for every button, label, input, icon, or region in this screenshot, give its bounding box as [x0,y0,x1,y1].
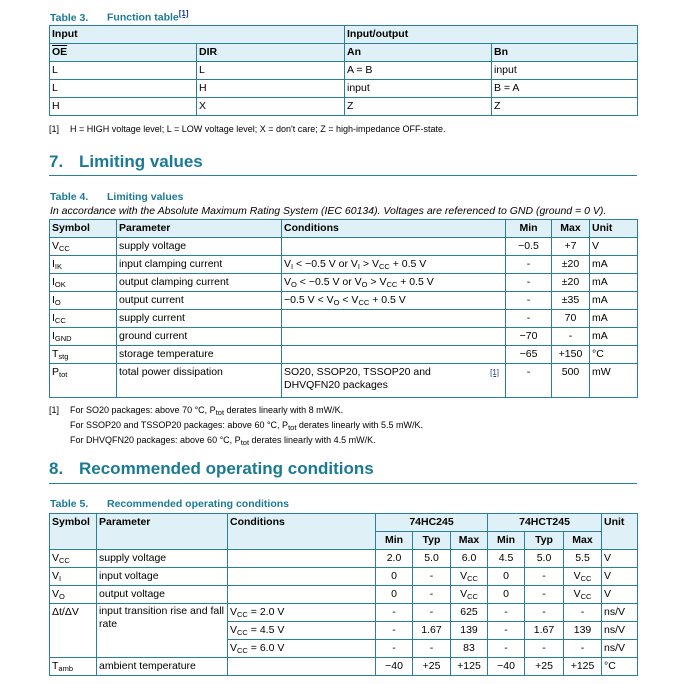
subcol-min: Min [488,532,525,550]
table5-header-row [50,514,638,532]
cell-symbol: $V_{CC}$ [50,550,97,568]
cell-value: - [376,604,413,622]
cell-conditions [228,550,376,568]
col-header-symbol: Symbol [50,514,97,550]
cell-value: - [413,640,451,658]
cell-unit: mA [590,274,638,292]
cell-value: +125 [564,658,602,676]
table-row [50,80,638,98]
cell-conditions [228,586,376,604]
cell-unit: mA [590,328,638,346]
cell-conditions [282,364,506,398]
cell-value: $V_{CC}$ [564,568,602,586]
cell-an: Z [345,98,492,116]
cell-max: ±20 [552,256,590,274]
cell-value: −40 [376,658,413,676]
cell-symbol: $I_{OK}$ [50,274,117,292]
cell-symbol: $V_{CC}$ [50,238,117,256]
table4-title: Limiting values [107,191,184,203]
cell-symbol: $I_{IK}$ [50,256,117,274]
cell-min: - [506,292,552,310]
col-header-74hct245: 74HCT245 [488,514,602,532]
subcol-typ: Typ [413,532,451,550]
cell-conditions [282,238,506,256]
cell-parameter: output voltage [97,586,228,604]
table4-subtitle: In accordance with the Absolute Maximum Rating System (IEC 60134). Voltages are referenced to GND (ground = 0 V). [50,205,607,217]
cell-symbol: $V_O$ [50,586,97,604]
table-row [50,310,638,328]
section-divider [49,175,637,176]
cell-value: $V_{CC}$ [451,586,488,604]
cell-conditions [282,328,506,346]
cell-min: −70 [506,328,552,346]
limiting-values-table [49,219,638,398]
cell-bn: input [492,62,638,80]
table3-footnote-link[interactable]: [1] [178,9,189,18]
cell-value: 1.67 [413,622,451,640]
cell-parameter: storage temperature [117,346,282,364]
footnote-label: [1] [49,124,60,134]
section-divider [49,483,637,484]
cell-value: 0 [488,586,525,604]
cell-min: - [506,256,552,274]
table-row [50,568,638,586]
cell-min: - [506,310,552,328]
cell-value: - [564,604,602,622]
cell-value: - [488,640,525,658]
table-row [50,604,638,622]
cell-conditions: $V_O < -0.5$ V or $V_O > V_{CC} + 0.5$ V [282,274,506,292]
cell-conditions: $V_{CC} = 6.0$ V [228,640,376,658]
cell-oe: L [50,62,197,80]
cell-max: 70 [552,310,590,328]
cell-conditions [282,346,506,364]
cell-symbol: $V_I$ [50,568,97,586]
col-header-unit: Unit [602,514,638,550]
cell-value: +25 [525,658,564,676]
cell-value: 0 [376,568,413,586]
subcol-max: Max [451,532,488,550]
cell-an: input [345,80,492,98]
col-header-dir: DIR [197,44,345,62]
table-row [50,346,638,364]
table3-title: Function table [107,11,179,24]
cell-bn: B = A [492,80,638,98]
cell-parameter: supply voltage [117,238,282,256]
cell-symbol: $P_{tot}$ [50,364,117,398]
cell-value: 0 [376,586,413,604]
cell-symbol: $I_{GND}$ [50,328,117,346]
cell-min: −0.5 [506,238,552,256]
cell-an: A = B [345,62,492,80]
cell-unit: mA [590,310,638,328]
cell-dir: X [197,98,345,116]
cell-value: 139 [451,622,488,640]
cell-unit: mA [590,292,638,310]
table4-footnote: [1] For SO20 packages: above 70 °C, $P_{tot}$ derates linearly with 8 mW/K. For SSOP20 and TSSOP20 packages: above 60 °C, $P_{tot}$ derates linearly with 5.5 mW/K. For DHVQFN20 packages: above 60 °C, $P_{tot}$ derates linearly with 4.5 mW/K. [49,405,423,447]
cell-parameter: ambient temperature [97,658,228,676]
subcol-min: Min [376,532,413,550]
table4-caption [50,191,183,203]
cell-parameter: supply current [117,310,282,328]
cell-min: −65 [506,346,552,364]
table3-caption [50,9,189,24]
cell-value: 6.0 [451,550,488,568]
cell-max: - [552,328,590,346]
section-number: 8. [49,459,64,478]
table-row [50,658,638,676]
col-header-conditions: Conditions [228,514,376,550]
cell-unit: V [602,586,638,604]
table5-number: Table 5. [50,498,89,510]
cell-value: - [413,586,451,604]
cell-value: - [376,622,413,640]
cell-conditions: $V_{CC} = 2.0$ V [228,604,376,622]
cell-dir: L [197,62,345,80]
cell-symbol: $I_{CC}$ [50,310,117,328]
cell-unit: °C [602,658,638,676]
cell-parameter: input transition rise and fall rate [97,604,228,658]
col-header-oe: $\overline{OE}$ [50,44,197,62]
table5-caption [50,498,289,510]
cell-value: - [413,604,451,622]
cell-unit: °C [590,346,638,364]
cell-parameter: supply voltage [97,550,228,568]
col-header-parameter: Parameter [97,514,228,550]
cell-value: - [376,640,413,658]
table-row [50,98,638,116]
cell-value: - [525,568,564,586]
cell-conditions: $V_I < -0.5$ V or $V_I > V_{CC} + 0.5$ V [282,256,506,274]
cell-value: 2.0 [376,550,413,568]
table-row [50,62,638,80]
table4-header-row [50,220,638,238]
cell-parameter: input clamping current [117,256,282,274]
cell-max: ±35 [552,292,590,310]
cell-value: - [488,604,525,622]
cell-conditions [228,568,376,586]
cell-parameter: total power dissipation [117,364,282,398]
cell-value: 625 [451,604,488,622]
cell-unit: mW [590,364,638,398]
cell-conditions: $V_{CC} = 4.5$ V [228,622,376,640]
cell-oe: L [50,80,197,98]
cell-max: +7 [552,238,590,256]
cell-max: ±20 [552,274,590,292]
table-row [50,364,638,398]
table-row [50,328,638,346]
cell-conditions [228,658,376,676]
footnote-text: H = HIGH voltage level; L = LOW voltage level; X = don't care; Z = high-impedance OFF-state. [70,124,446,134]
group-header-input-output: Input/output [345,26,638,44]
cell-unit: V [602,550,638,568]
conditions-text: SO20, SSOP20, TSSOP20 and DHVQFN20 packages [284,366,431,391]
col-header-bn: Bn [492,44,638,62]
table3-group-header-row [50,26,638,44]
col-header-an: An [345,44,492,62]
recommended-operating-conditions-table [49,513,638,676]
cell-max: +150 [552,346,590,364]
table3-number: Table 3. [50,11,89,24]
table-row [50,292,638,310]
cell-value: - [525,640,564,658]
table-row [50,256,638,274]
table-row [50,274,638,292]
cell-min: - [506,274,552,292]
table-row [50,238,638,256]
function-table [49,25,638,116]
cell-parameter: ground current [117,328,282,346]
cell-unit: V [602,568,638,586]
cell-value: - [488,622,525,640]
cell-max: 500 [552,364,590,398]
section-title: Recommended operating conditions [79,459,374,478]
col-header-74hc245: 74HC245 [376,514,488,532]
table3-footnote [49,124,446,134]
cell-value: +25 [413,658,451,676]
cell-value: $V_{CC}$ [451,568,488,586]
cell-value: 139 [564,622,602,640]
cell-conditions [282,310,506,328]
table3-column-header-row [50,44,638,62]
cell-value: 1.67 [525,622,564,640]
col-header-max: Max [552,220,590,238]
cell-value: - [564,640,602,658]
cell-unit: ns/V [602,622,638,640]
section-title: Limiting values [79,152,203,171]
cell-value: 83 [451,640,488,658]
cell-symbol: $I_O$ [50,292,117,310]
col-header-min: Min [506,220,552,238]
cell-value: 5.0 [525,550,564,568]
cell-value: - [525,586,564,604]
cell-value: +125 [451,658,488,676]
cell-value: $V_{CC}$ [564,586,602,604]
cell-value: −40 [488,658,525,676]
cell-value: 5.0 [413,550,451,568]
subcol-max: Max [564,532,602,550]
section-number: 7. [49,152,64,171]
cell-value: - [525,604,564,622]
cell-value: 4.5 [488,550,525,568]
cell-min: - [506,364,552,398]
cell-value: 0 [488,568,525,586]
footnote-link[interactable]: [1] [490,368,499,377]
table-row [50,550,638,568]
table-row [50,586,638,604]
cell-parameter: input voltage [97,568,228,586]
cell-value: 5.5 [564,550,602,568]
col-header-symbol: Symbol [50,220,117,238]
footnote-label: [1] [49,405,60,415]
cell-unit: ns/V [602,640,638,658]
cell-oe: H [50,98,197,116]
cell-symbol: $T_{stg}$ [50,346,117,364]
table4-number: Table 4. [50,191,89,203]
cell-unit: ns/V [602,604,638,622]
col-header-conditions: Conditions [282,220,506,238]
cell-value: - [413,568,451,586]
group-header-input: Input [50,26,345,44]
cell-symbol: $T_{amb}$ [50,658,97,676]
subcol-typ: Typ [525,532,564,550]
cell-bn: Z [492,98,638,116]
cell-unit: mA [590,256,638,274]
cell-dir: H [197,80,345,98]
section-heading-limiting-values [49,152,203,172]
section-heading-recommended-operating-conditions [49,459,374,479]
col-header-parameter: Parameter [117,220,282,238]
cell-conditions: −0.5 $V < V_O < V_{CC} + 0.5$ V [282,292,506,310]
col-header-unit: Unit [590,220,638,238]
table5-title: Recommended operating conditions [107,498,290,510]
cell-parameter: output clamping current [117,274,282,292]
cell-parameter: output current [117,292,282,310]
cell-symbol: Δt/ΔV [50,604,97,658]
cell-unit: V [590,238,638,256]
